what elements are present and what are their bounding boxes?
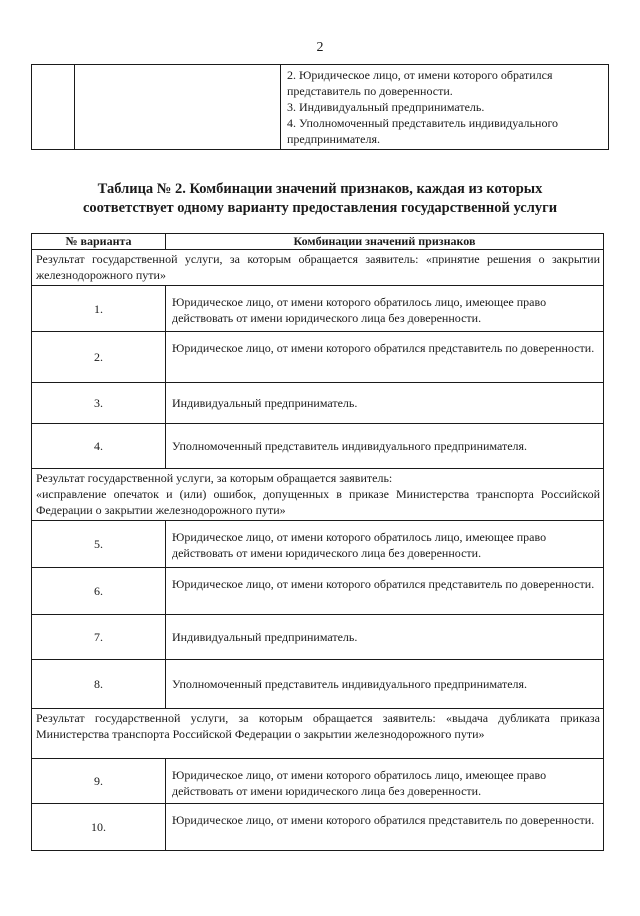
variant-description: Юридическое лицо, от имени которого обратился представитель по доверенности. bbox=[166, 332, 604, 383]
section-heading: Результат государственной услуги, за которым обращается заявитель: «выдача дубликата приказа Министерства транспорта Российской Федерации о закрытии железнодорожного пути» bbox=[32, 709, 604, 759]
variant-description: Юридическое лицо, от имени которого обратился представитель по доверенности. bbox=[166, 804, 604, 851]
variant-description: Уполномоченный представитель индивидуального предпринимателя. bbox=[166, 660, 604, 709]
table-title bbox=[40, 180, 600, 218]
empty-cell bbox=[32, 65, 75, 150]
table-row bbox=[32, 568, 604, 615]
section-heading-line: «исправление опечаток и (или) ошибок, допущенных в приказе Министерства транспорта Российской Федерации о закрытии железнодорожного пути» bbox=[36, 487, 600, 517]
section-row bbox=[32, 469, 604, 521]
table-row bbox=[32, 424, 604, 469]
table-header-row bbox=[32, 234, 604, 250]
table-row bbox=[32, 332, 604, 383]
continued-table bbox=[31, 64, 609, 150]
variant-description: Юридическое лицо, от имени которого обратилось лицо, имеющее право действовать от имени юридического лица без доверенности. bbox=[166, 521, 604, 568]
variant-description: Уполномоченный представитель индивидуального предпринимателя. bbox=[166, 424, 604, 469]
variant-description: Юридическое лицо, от имени которого обратилось лицо, имеющее право действовать от имени юридического лица без доверенности. bbox=[166, 286, 604, 332]
section-row bbox=[32, 250, 604, 286]
variant-number: 7. bbox=[32, 615, 166, 660]
variant-description: Юридическое лицо, от имени которого обратилось лицо, имеющее право действовать от имени юридического лица без доверенности. bbox=[166, 759, 604, 804]
table-row bbox=[32, 759, 604, 804]
value-line: 4. Уполномоченный представитель индивидуального bbox=[287, 116, 559, 130]
value-line: 2. Юридическое лицо, от имени которого обратился bbox=[287, 68, 553, 82]
variant-number: 5. bbox=[32, 521, 166, 568]
value-line: предпринимателя. bbox=[287, 132, 380, 146]
variant-description: Индивидуальный предприниматель. bbox=[166, 383, 604, 424]
section-heading bbox=[32, 469, 604, 521]
table-row bbox=[32, 383, 604, 424]
table-row bbox=[32, 804, 604, 851]
variant-number: 10. bbox=[32, 804, 166, 851]
table-row bbox=[32, 65, 609, 150]
section-row bbox=[32, 709, 604, 759]
table-title-line: соответствует одному варианту предоставления государственной услуги bbox=[82, 200, 558, 216]
variant-description: Индивидуальный предприниматель. bbox=[166, 615, 604, 660]
variant-number: 9. bbox=[32, 759, 166, 804]
table-row bbox=[32, 660, 604, 709]
table-row bbox=[32, 615, 604, 660]
variant-number: 4. bbox=[32, 424, 166, 469]
section-heading: Результат государственной услуги, за которым обращается заявитель: «принятие решения о закрытии железнодорожного пути» bbox=[32, 250, 604, 286]
table-row bbox=[32, 521, 604, 568]
header-variant-number: № варианта bbox=[32, 234, 166, 250]
header-combinations: Комбинации значений признаков bbox=[166, 234, 604, 250]
value-line: 3. Индивидуальный предприниматель. bbox=[287, 100, 485, 114]
variant-number: 6. bbox=[32, 568, 166, 615]
values-cell bbox=[281, 65, 609, 150]
value-line: представитель по доверенности. bbox=[287, 84, 453, 98]
empty-cell bbox=[75, 65, 281, 150]
table-title-line: Таблица № 2. Комбинации значений признаков, каждая из которых bbox=[97, 181, 543, 197]
variant-number: 8. bbox=[32, 660, 166, 709]
page-number: 2 bbox=[316, 40, 324, 55]
variant-number: 3. bbox=[32, 383, 166, 424]
variant-number: 1. bbox=[32, 286, 166, 332]
table-row bbox=[32, 286, 604, 332]
variant-number: 2. bbox=[32, 332, 166, 383]
variants-table bbox=[31, 233, 604, 851]
section-heading-line: Результат государственной услуги, за которым обращается заявитель: bbox=[36, 471, 393, 485]
variant-description: Юридическое лицо, от имени которого обратился представитель по доверенности. bbox=[166, 568, 604, 615]
